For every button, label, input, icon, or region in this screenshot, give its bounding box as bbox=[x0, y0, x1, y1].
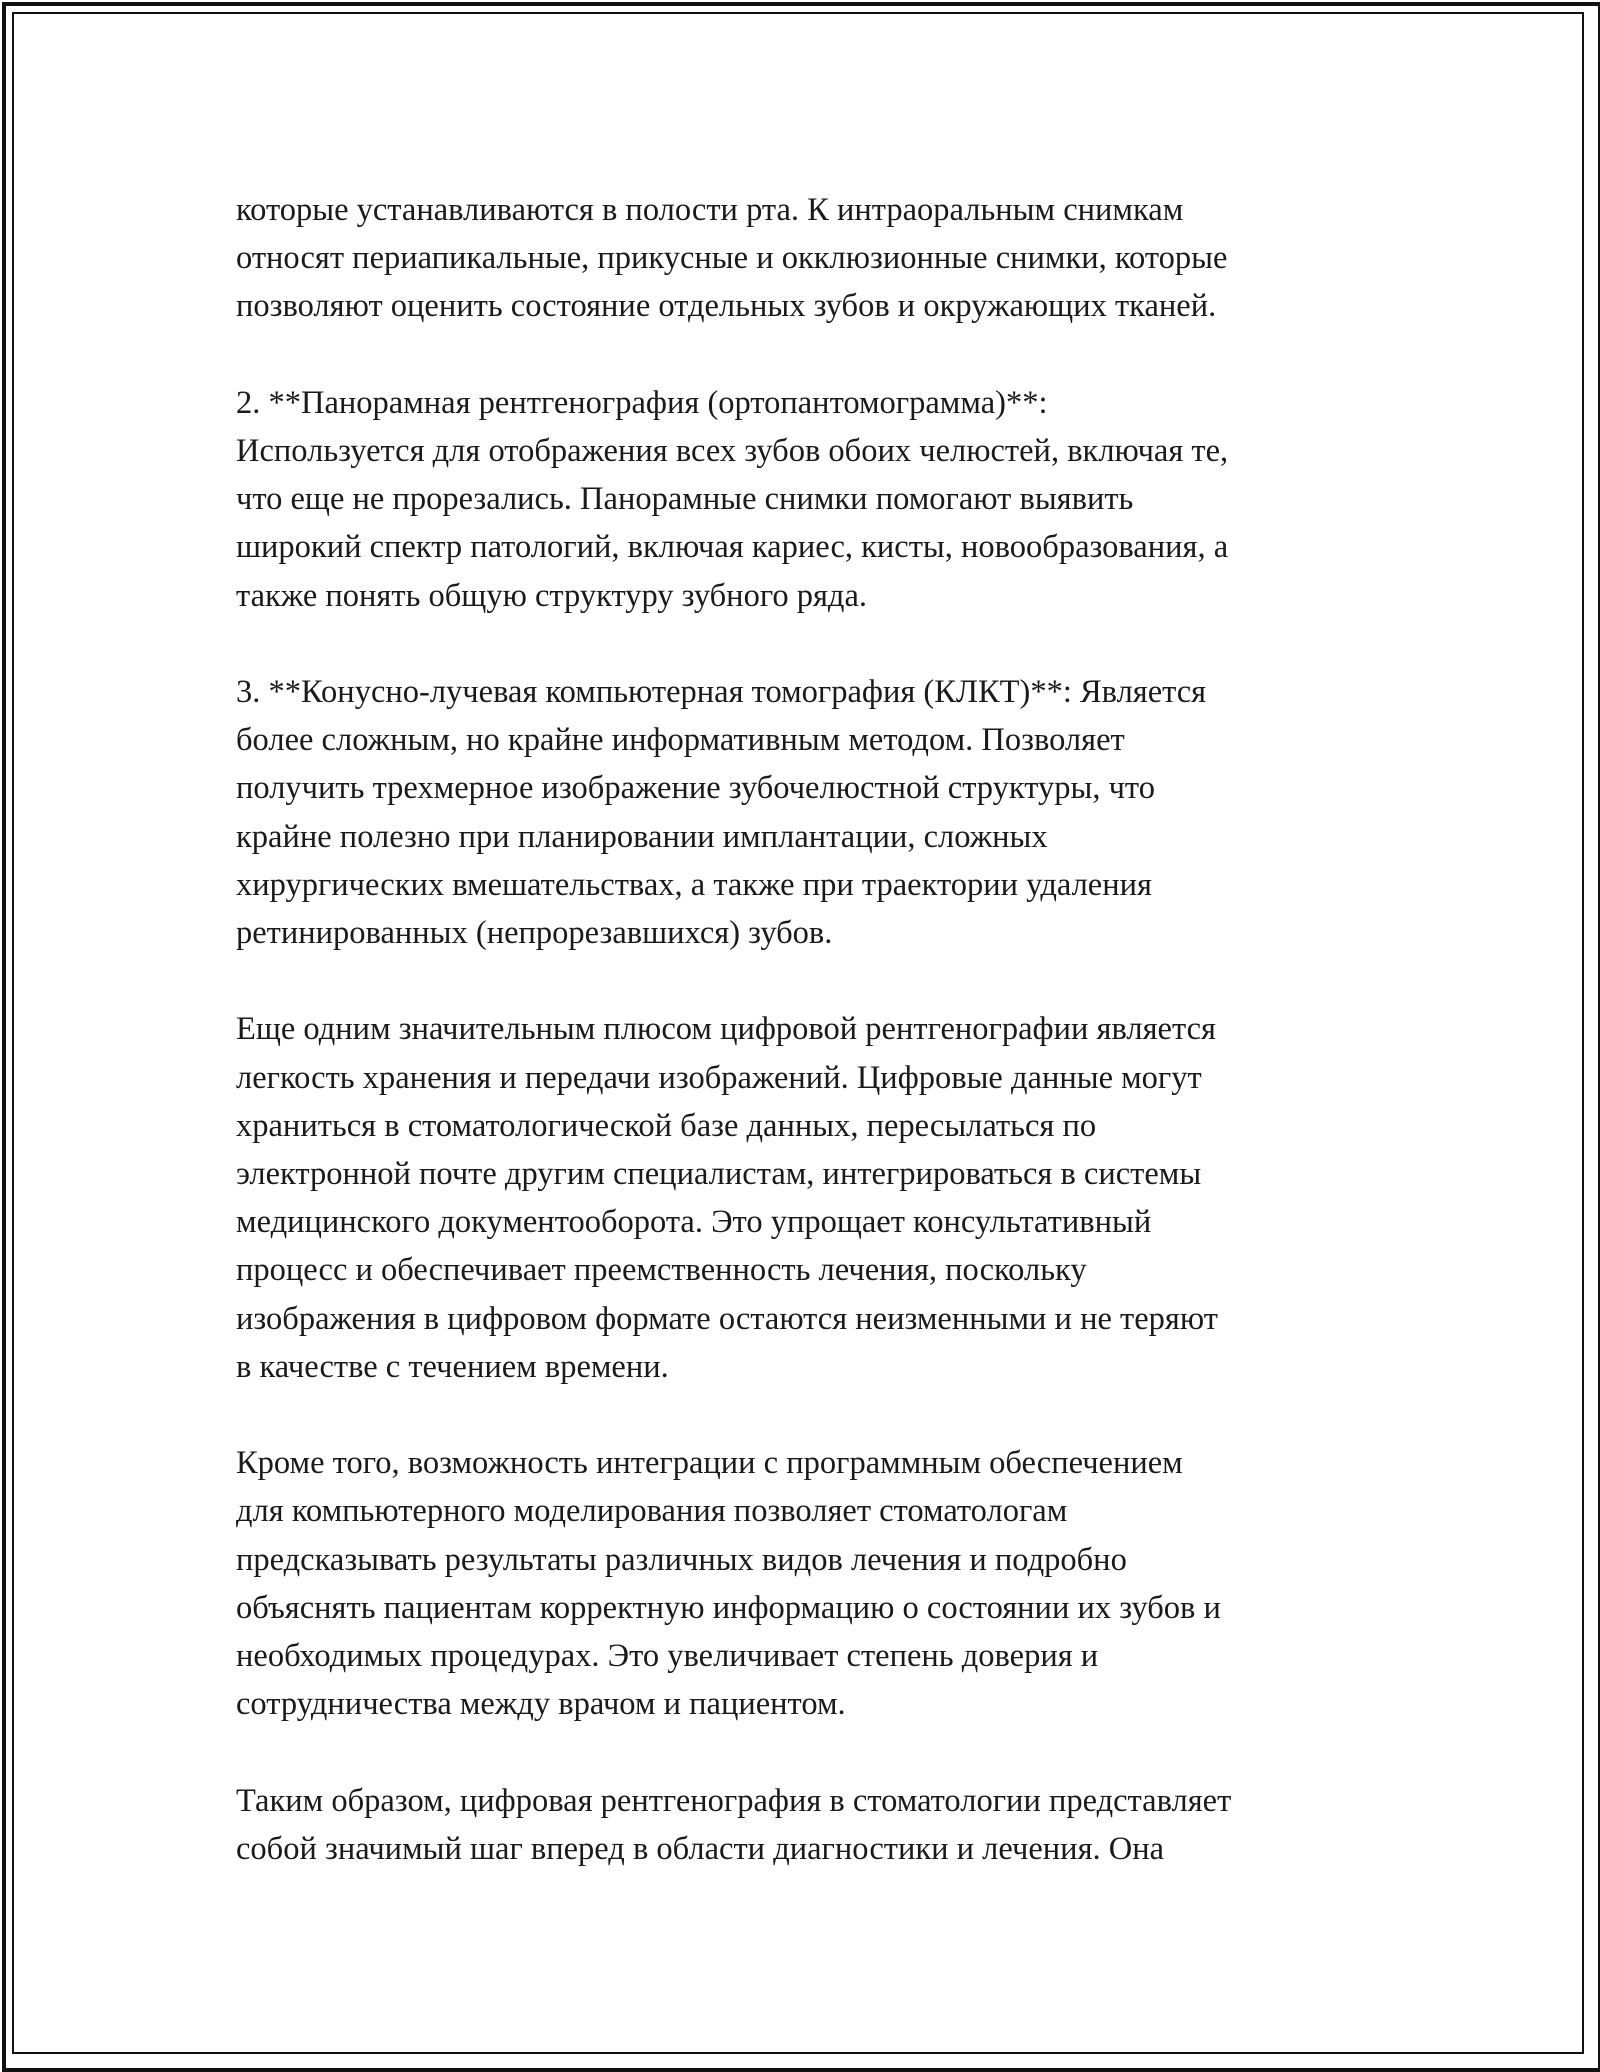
paragraph-cbct: 3. **Конусно-лучевая компьютерная томография (КЛКТ)**: Является более сложным, но крайне информативным методом. Позволяет получить трехмерное изображение зубочелюстной структуры, что крайне полезно при планировании имплантации, сложных хирургических вмешательствах, а также при траектории удаления ретинированных (непрорезавшихся) зубов. bbox=[236, 674, 1207, 952]
document-body bbox=[236, 186, 1386, 1873]
paragraph-conclusion: Таким образом, цифровая рентгенография в стоматологии представляет собой значимый шаг вперед в области диагностики и лечения. Она bbox=[236, 1782, 1232, 1867]
paragraph-panoramic-radiography: 2. **Панорамная рентгенография (ортопантомограмма)**: Используется для отображения всех зубов обоих челюстей, включая те, что еще не прорезались. Панорамные снимки помогают выявить широкий спектр патологий, включая кариес, кисты, новообразования, а также понять общую структуру зубного ряда. bbox=[236, 384, 1229, 614]
paragraph-storage-transfer: Еще одним значительным плюсом цифровой рентгенографии является легкость хранения и передачи изображений. Цифровые данные могут храниться в стоматологической базе данных, пересылаться по электронной почте другим специалистам, интегрироваться в системы медицинского документооборота. Это упрощает консультативный процесс и обеспечивает преемственность лечения, поскольку изображения в цифровом формате остаются неизменными и не теряют в качестве с течением времени. bbox=[236, 1011, 1218, 1385]
paragraph-modeling-integration: Кроме того, возможность интеграции с программным обеспечением для компьютерного моделирования позволяет стоматологам предсказывать результаты различных видов лечения и подробно объяснять пациентам корректную информацию о состоянии их зубов и необходимых процедурах. Это увеличивает степень доверия и сотрудничества между врачом и пациентом. bbox=[236, 1445, 1221, 1723]
paragraph-intraoral-continuation: которые устанавливаются в полости рта. К интраоральным снимкам относят периапикальные, прикусные и окклюзионные снимки, которые позволяют оценить состояние отдельных зубов и окружающих тканей. bbox=[236, 192, 1228, 325]
